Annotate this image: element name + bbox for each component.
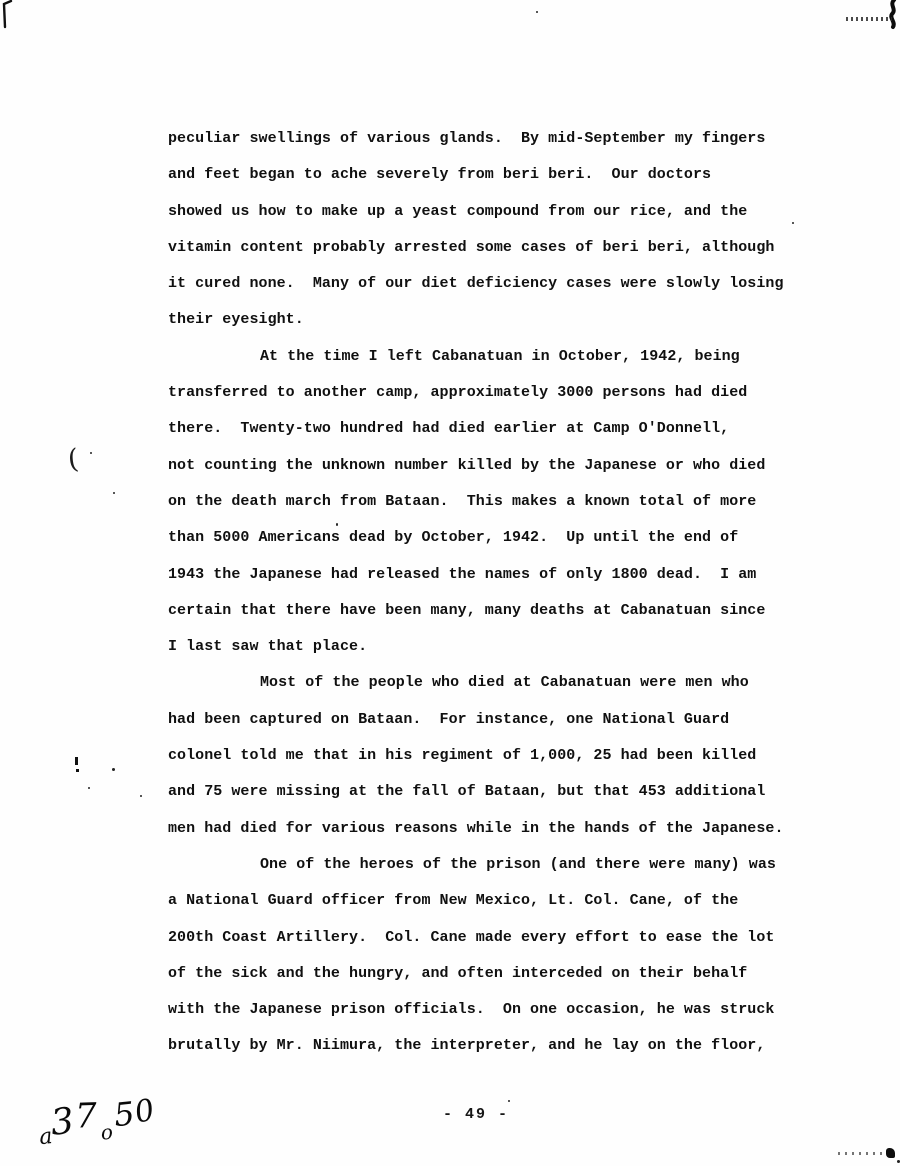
text-line: there. Twenty-two hundred had died earlier at Camp O'Donnell, (168, 420, 730, 438)
ink-speck (140, 795, 142, 797)
text-line: Most of the people who died at Cabanatuan were men who (260, 674, 749, 692)
text-line: transferred to another camp, approximately 3000 persons had died (168, 384, 748, 402)
handwritten-char: 7 (74, 1095, 98, 1137)
text-line: than 5000 Americans dead by October, 1942. Up until the end of (168, 529, 739, 547)
text-line: peculiar swellings of various glands. By mid-September my fingers (168, 130, 766, 147)
handwritten-char: a (37, 1123, 54, 1151)
ink-speck (88, 787, 90, 789)
text-line: showed us how to make up a yeast compound from our rice, and the (168, 202, 748, 220)
text-line: their eyesight. (168, 311, 304, 329)
handwritten-char: o (99, 1119, 114, 1145)
handwritten-char: 3 (48, 1100, 76, 1144)
handwritten-char: 5 (112, 1094, 137, 1135)
typed-text (168, 121, 828, 1065)
text-line: brutally by Mr. Niimura, the interpreter, and he lay on the floor, (168, 1037, 766, 1055)
text-line: a National Guard officer from New Mexico, Lt. Col. Cane, of the (168, 892, 739, 910)
text-line: 1943 the Japanese had released the names of only 1800 dead. I am (168, 565, 757, 583)
top-right-dash-smudge (846, 17, 892, 21)
handwritten-mark (35, 1087, 180, 1157)
bottom-right-ink-blob (886, 1148, 895, 1158)
stray-paren-mark: ( (66, 443, 81, 476)
stray-ink-mark (75, 757, 78, 765)
text-line: had been captured on Bataan. For instance, one National Guard (168, 710, 730, 728)
text-line: on the death march from Bataan. This makes a known total of more (168, 492, 757, 510)
text-line: with the Japanese prison officials. On one occasion, he was struck (168, 1001, 775, 1019)
text-line: it cured none. Many of our diet deficiency cases were slowly losing (168, 275, 784, 293)
text-line: not counting the unknown number killed by the Japanese or who died (168, 456, 766, 474)
page-number: - 49 - (442, 1106, 509, 1123)
ink-speck (113, 492, 115, 494)
text-line: of the sick and the hungry, and often interceded on their behalf (168, 964, 748, 982)
ink-speck (112, 768, 115, 771)
text-line: vitamin content probably arrested some cases of beri beri, although (168, 238, 775, 256)
text-line: 200th Coast Artillery. Col. Cane made every effort to ease the lot (168, 928, 775, 946)
text-line: men had died for various reasons while in the hands of the Japanese. (168, 819, 784, 837)
ink-speck (90, 452, 92, 454)
top-right-ink-smudge (886, 0, 900, 30)
text-line: certain that there have been many, many deaths at Cabanatuan since (168, 601, 766, 619)
text-line: At the time I left Cabanatuan in October, 1942, being (260, 347, 740, 365)
top-left-ink-mark (0, 0, 16, 32)
handwritten-char: 0 (131, 1092, 158, 1131)
bottom-right-dash-smudge (838, 1152, 882, 1155)
text-line: colonel told me that in his regiment of 1,000, 25 had been killed (168, 747, 757, 765)
text-line: and 75 were missing at the fall of Bataan, but that 453 additional (168, 783, 766, 801)
text-line: I last saw that place. (168, 638, 368, 656)
ink-speck (536, 11, 538, 13)
text-line: and feet began to ache severely from beri beri. Our doctors (168, 166, 712, 184)
text-line: One of the heroes of the prison (and there were many) was (260, 855, 776, 873)
stray-ink-mark (76, 769, 79, 772)
ink-speck (508, 1100, 510, 1102)
